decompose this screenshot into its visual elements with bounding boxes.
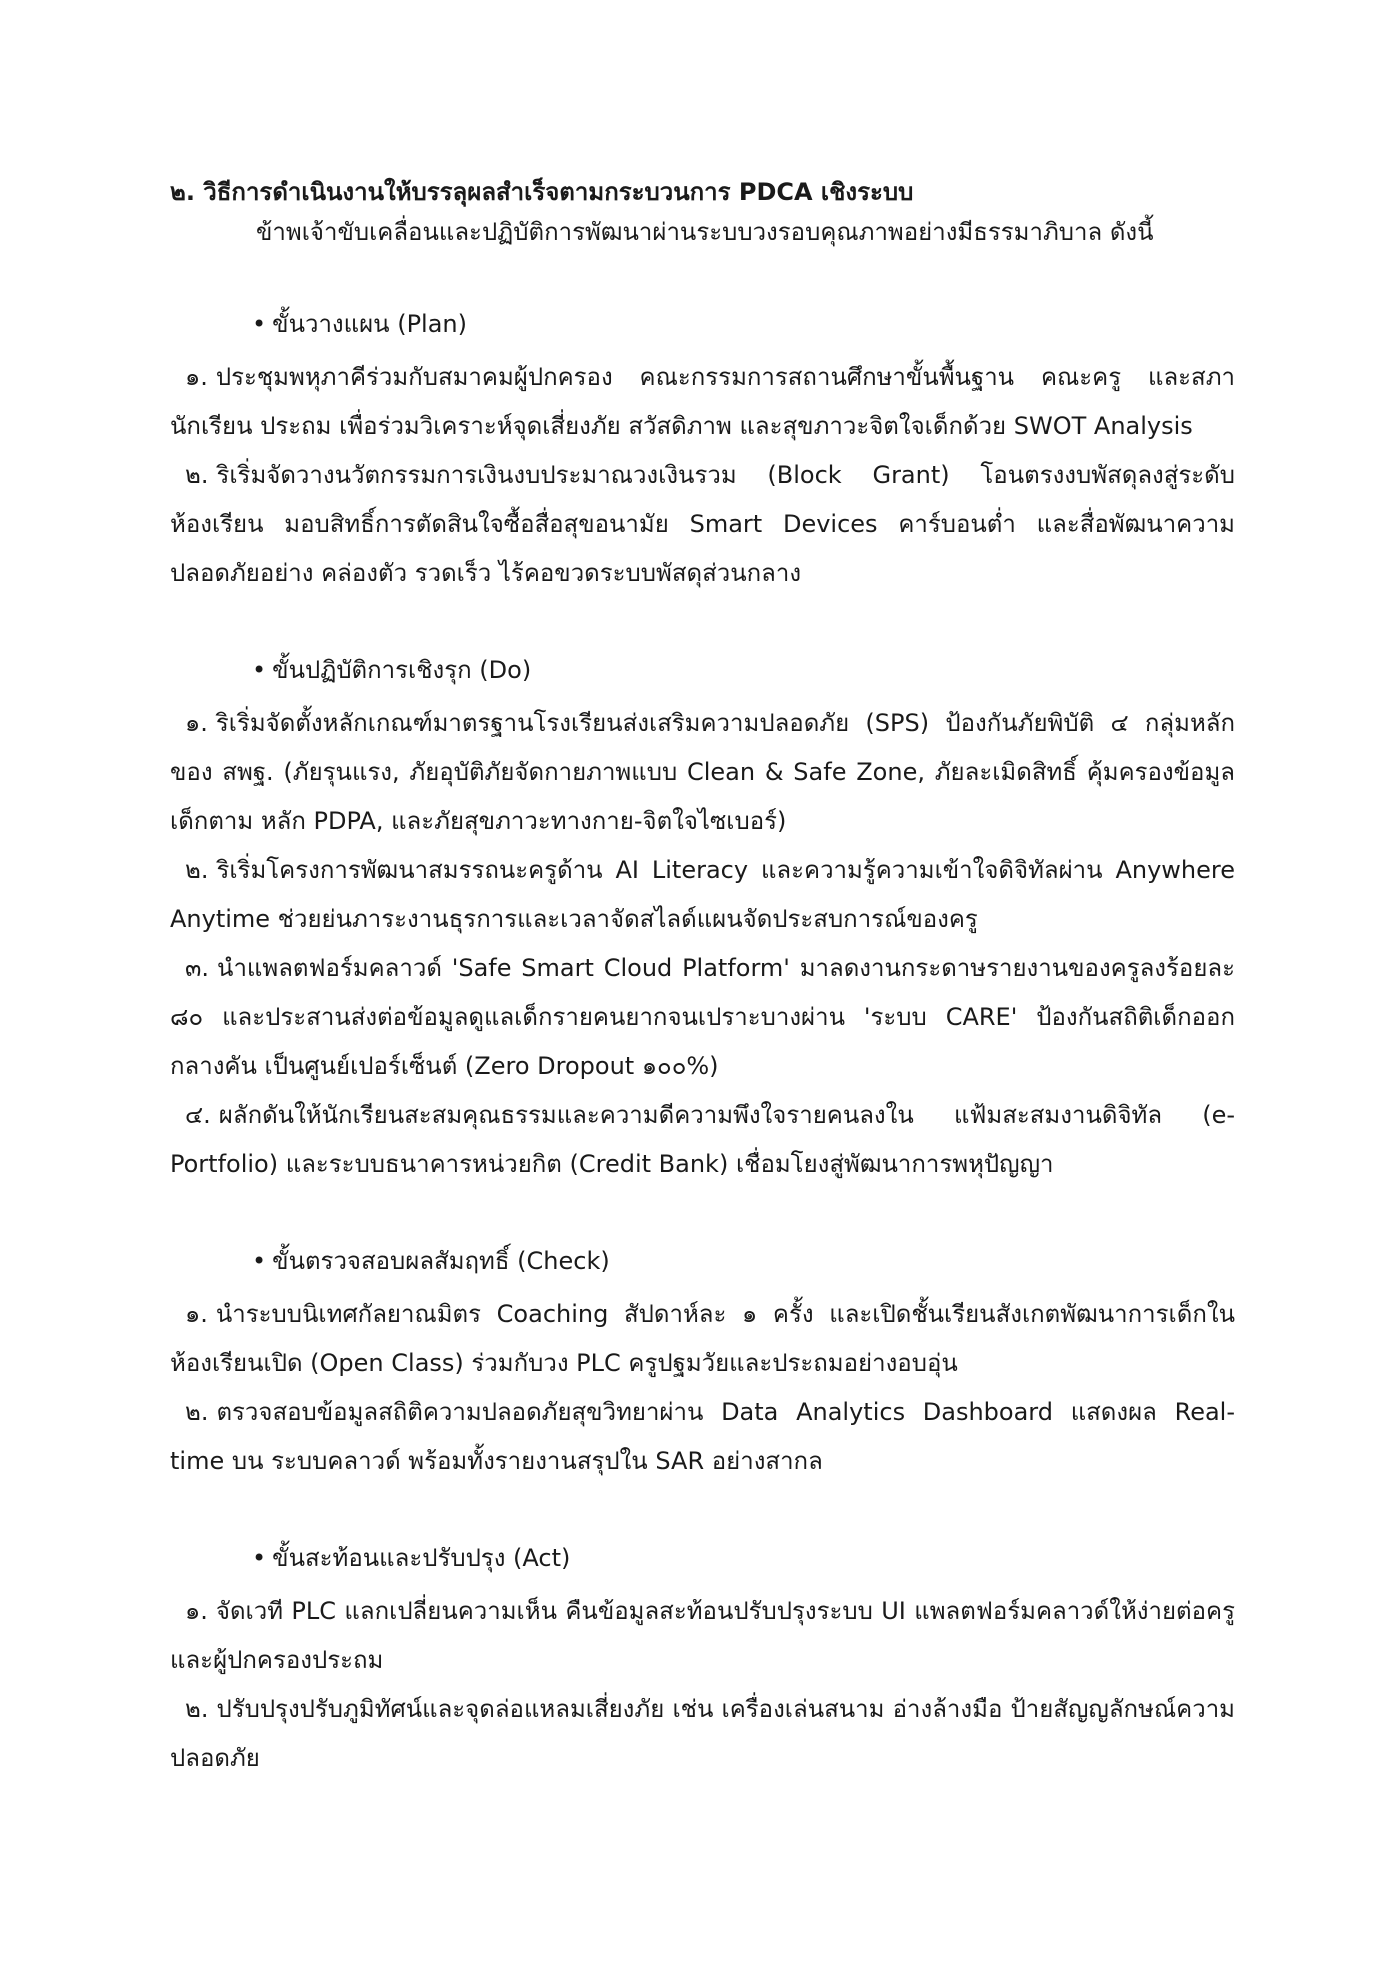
list-item — [170, 1290, 1235, 1388]
list-item — [170, 944, 1235, 1091]
pdca-section-plan — [170, 304, 1235, 598]
item-number: ๔. — [185, 1101, 211, 1129]
item-text: ริเริ่มจัดวางนวัตกรรมการเงินงบประมาณวงเงินรวม (Block Grant) โอนตรงงบพัสดุลงสู่ระดับห้องเรียน มอบสิทธิ์การตัดสินใจซื้อสื่อสุขอนามัย Smart Devices คาร์บอนต่ำ และสื่อพัฒนาความปลอดภัยอย่าง คล่องตัว รวดเร็ว ไร้คอขวดระบบพัสดุส่วนกลาง — [170, 461, 1235, 587]
item-text: ผลักดันให้นักเรียนสะสมคุณธรรมและความดีความพึงใจรายคนลงใน แฟ้มสะสมงานดิจิทัล (e-Portfolio) และระบบธนาคารหน่วยกิต (Credit Bank) เชื่อมโยงสู่พัฒนาการพหุปัญญา — [170, 1101, 1235, 1178]
list-item — [170, 846, 1235, 944]
bullet-icon: • — [252, 1544, 267, 1572]
list-item — [170, 1091, 1235, 1189]
list-item — [170, 1685, 1235, 1783]
item-text: ริเริ่มจัดตั้งหลักเกณฑ์มาตรฐานโรงเรียนส่งเสริมความปลอดภัย (SPS) ป้องกันภัยพิบัติ ๔ กลุ่มหลักของ สพฐ. (ภัยรุนแรง, ภัยอุบัติภัยจัดกายภาพแบบ Clean & Safe Zone, ภัยละเมิดสิทธิ์ คุ้มครองข้อมูลเด็กตาม หลัก PDPA, และภัยสุขภาวะทางกาย-จิตใจไซเบอร์) — [170, 709, 1235, 835]
item-text: ปรับปรุงปรับภูมิทัศน์และจุดล่อแหลมเสี่ยงภัย เช่น เครื่องเล่นสนาม อ่างล้างมือ ป้ายสัญญลักษณ์ความ ปลอดภัย — [170, 1695, 1235, 1772]
list-item — [170, 699, 1235, 846]
section-title-text: ขั้นสะท้อนและปรับปรุง (Act) — [272, 1544, 571, 1572]
item-number: ๑. — [185, 1300, 208, 1328]
list-item — [170, 353, 1235, 451]
item-text: นำแพลตฟอร์มคลาวด์ 'Safe Smart Cloud Platform' มาลดงานกระดาษรายงานของครูลงร้อยละ ๘๐ และประสานส่งต่อข้อมูลดูแลเด็กรายคนยากจนเปราะบางผ่าน 'ระบบ CARE' ป้องกันสถิติเด็กออกกลางคัน เป็นศูนย์เปอร์เซ็นต์ (Zero Dropout ๑๐๐%) — [170, 954, 1235, 1080]
item-text: นำระบบนิเทศกัลยาณมิตร Coaching สัปดาห์ละ ๑ ครั้ง และเปิดชั้นเรียนสังเกตพัฒนาการเด็กใน ห้องเรียนเปิด (Open Class) ร่วมกับวง PLC ครูปฐมวัยและประถมอย่างอบอุ่น — [170, 1300, 1235, 1377]
pdca-section-do — [170, 650, 1235, 1189]
item-text: ประชุมพหุภาคีร่วมกับสมาคมผู้ปกครอง คณะกรรมการสถานศึกษาขั้นพื้นฐาน คณะครู และสภานักเรียน ประถม เพื่อร่วมวิเคราะห์จุดเสี่ยงภัย สวัสดิภาพ และสุขภาวะจิตใจเด็กด้วย SWOT Analysis — [170, 363, 1235, 440]
pdca-section-act — [170, 1538, 1235, 1783]
list-item — [170, 1388, 1235, 1486]
item-number: ๒. — [185, 461, 209, 489]
item-number: ๒. — [185, 1398, 209, 1426]
bullet-icon: • — [252, 1247, 267, 1275]
item-number: ๓. — [185, 954, 210, 982]
item-number: ๑. — [185, 1597, 208, 1625]
pdca-section-check — [170, 1241, 1235, 1486]
item-number: ๒. — [185, 1695, 209, 1723]
document-body — [170, 172, 1235, 1783]
item-text: ตรวจสอบข้อมูลสถิติความปลอดภัยสุขวิทยาผ่าน Data Analytics Dashboard แสดงผล Real-time บน ระบบคลาวด์ พร้อมทั้งรายงานสรุปใน SAR อย่างสากล — [170, 1398, 1235, 1475]
section-title — [170, 650, 1235, 690]
section-title-text: ขั้นตรวจสอบผลสัมฤทธิ์ (Check) — [272, 1247, 610, 1275]
section-title — [170, 1538, 1235, 1578]
intro-paragraph: ข้าพเจ้าขับเคลื่อนและปฏิบัติการพัฒนาผ่านระบบวงรอบคุณภาพอย่างมีธรรมาภิบาล ดังนี้ — [256, 218, 1154, 246]
list-item — [170, 451, 1235, 598]
item-text: ริเริ่มโครงการพัฒนาสมรรถนะครูด้าน AI Literacy และความรู้ความเข้าใจดิจิทัลผ่าน Anywhere Anytime ช่วยย่นภาระงานธุรการและเวลาจัดสไลด์แผนจัดประสบการณ์ของครู — [170, 856, 1235, 933]
section-title — [170, 1241, 1235, 1281]
list-item — [170, 1587, 1235, 1685]
item-number: ๑. — [185, 363, 208, 391]
section-title — [170, 304, 1235, 344]
item-text: จัดเวที PLC แลกเปลี่ยนความเห็น คืนข้อมูลสะท้อนปรับปรุงระบบ UI แพลตฟอร์มคลาวด์ให้ง่ายต่อครู และผู้ปกครองประถม — [170, 1597, 1235, 1674]
bullet-icon: • — [252, 656, 267, 684]
bullet-icon: • — [252, 310, 267, 338]
section-title-text: ขั้นปฏิบัติการเชิงรุก (Do) — [272, 656, 532, 684]
section-title-text: ขั้นวางแผน (Plan) — [272, 310, 467, 338]
section-heading: ๒. วิธีการดำเนินงานให้บรรลุผลสำเร็จตามกระบวนการ PDCA เชิงระบบ — [170, 178, 914, 206]
item-number: ๑. — [185, 709, 208, 737]
item-number: ๒. — [185, 856, 209, 884]
